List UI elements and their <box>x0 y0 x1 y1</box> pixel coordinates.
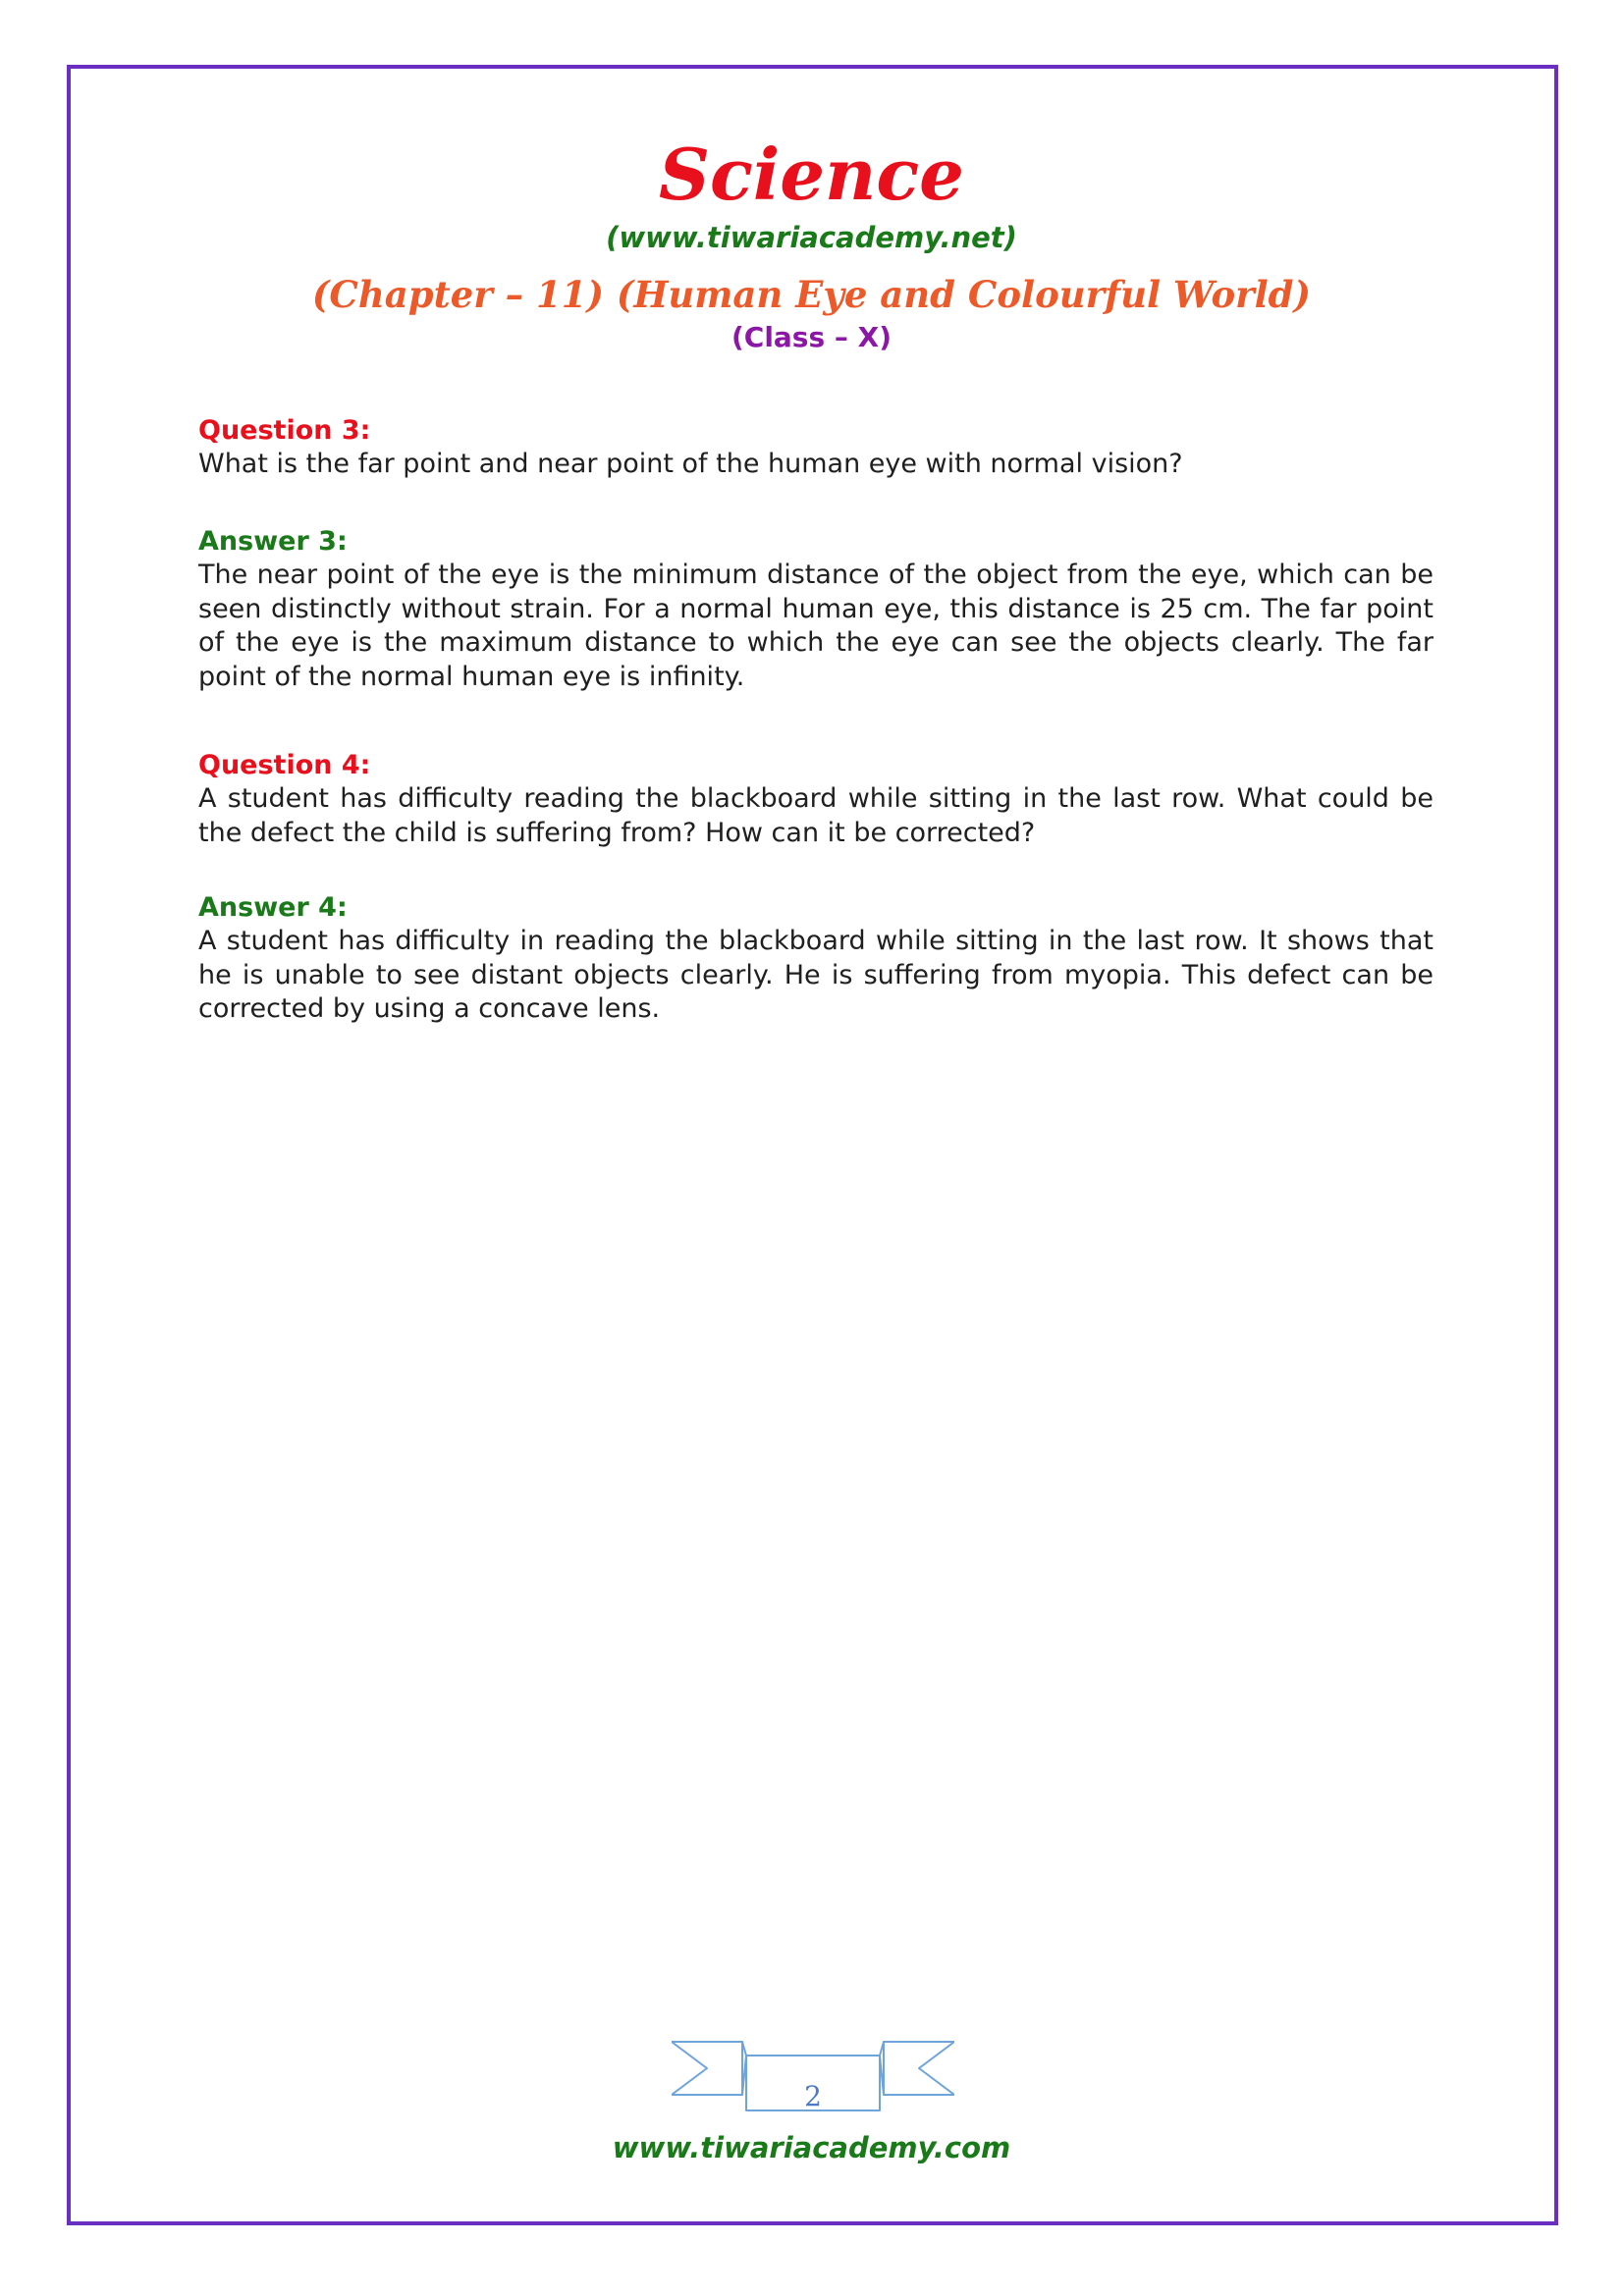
question-3-block <box>198 414 1434 482</box>
footer-website[interactable]: www.tiwariacademy.com <box>612 2131 1011 2164</box>
answer-4-block <box>198 891 1434 1027</box>
question-text: What is the far point and near point of the human eye with normal vision? <box>198 449 1183 479</box>
page-number: 2 <box>804 2080 822 2112</box>
question-text: A student has difficulty reading the blackboard while sitting in the last row. What could be the defect the child is suffering from? How can it be corrected? <box>198 783 1434 848</box>
page-border <box>67 65 1558 2225</box>
answer-text: The near point of the eye is the minimum distance of the object from the eye, which can be seen distinctly without strain. For a normal human eye, this distance is 25 cm. The far point of the eye is the maximum distance to which the eye can see the objects clearly. The far point of the normal human eye is infinity. <box>198 560 1434 692</box>
chapter-heading: (Chapter – 11) (Human Eye and Colourful World) <box>311 273 1312 316</box>
ribbon-right-tail <box>884 2042 954 2095</box>
page-title: Science <box>659 133 964 216</box>
ribbon-left-tail <box>672 2042 742 2095</box>
answer-label: Answer 4: <box>198 892 348 923</box>
answer-label: Answer 3: <box>198 526 348 557</box>
header-website: (www.tiwariacademy.net) <box>606 221 1017 254</box>
question-label: Question 4: <box>198 750 371 780</box>
answer-text: A student has difficulty in reading the blackboard while sitting in the last row. It shows that he is unable to see distant objects clearly. He is suffering from myopia. This defect can be corrected by using a concave lens. <box>198 926 1434 1024</box>
answer-3-block <box>198 525 1434 694</box>
class-label: (Class – X) <box>730 321 893 353</box>
question-4-block <box>198 749 1434 850</box>
question-label: Question 3: <box>198 415 371 446</box>
